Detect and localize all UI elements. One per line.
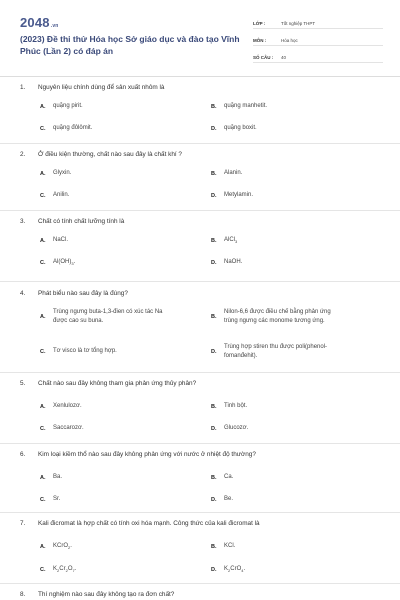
header-divider [0,76,400,77]
question-divider [0,143,400,144]
option-letter: A. [40,474,46,481]
page-header [0,0,400,70]
option-text: Ca. [224,474,234,480]
option-letter: B. [211,474,217,481]
option-letter: C. [40,567,46,574]
option-letter: A. [40,103,46,110]
option-d[interactable] [211,495,233,504]
option-letter: D. [211,125,217,132]
question-stem: Kim loại kiềm thổ nào sau đây không phản ứng với nước ở nhiệt độ thường? [38,451,256,458]
question-stem: Phát biểu nào sau đây là đúng? [38,290,128,297]
question-number: 5. [20,380,26,387]
option-letter: B. [211,403,217,410]
question-number: 1. [20,84,26,91]
option-line: trùng ngưng các monome tương ứng. [224,318,325,324]
option-letter: C. [40,348,46,355]
option-text: $K_2CrO_4$. [224,566,246,574]
option-b[interactable] [211,473,233,482]
option-text: quặng boxit. [224,125,257,131]
option-text: Tinh bột. [224,403,248,409]
exam-meta [253,15,383,66]
option-line: Trùng ngưng buta-1,3-đien có xúc tác Na [53,309,163,315]
option-a[interactable] [40,308,163,326]
question-number: 3. [20,218,26,225]
question-divider [0,583,400,584]
question-number: 6. [20,451,26,458]
logo-text: 2048 [20,15,50,30]
option-c[interactable] [40,565,76,575]
meta-label: LỚP : [253,21,266,26]
option-c[interactable] [40,124,92,133]
option-d[interactable] [211,343,327,361]
option-letter: A. [40,544,46,551]
option-text: Glucozơ. [224,425,249,431]
option-letter: B. [211,238,217,245]
meta-count [253,49,383,63]
question-number: 2. [20,151,26,158]
question-divider [0,372,400,373]
question-divider [0,281,400,282]
option-letter: D. [211,192,217,199]
option-letter: D. [211,496,217,503]
option-text: Tơ visco là tơ tổng hợp. [53,348,117,354]
option-line: Nilon-6,6 được điều chế bằng phản ứng [224,309,331,315]
option-text: Anilin. [53,192,70,198]
question-text [20,591,174,598]
question-text [20,380,196,387]
option-text [224,343,327,361]
option-text [224,308,331,326]
option-letter: A. [40,403,46,410]
exam-title: (2023) Đề thi thử Hóa học Sở giáo dục và đào tạo Vĩnh Phúc (Lần 2) có đáp án [20,34,240,56]
question-number: 8. [20,591,26,598]
option-letter: D. [211,425,217,432]
question-divider [0,210,400,211]
option-letter: B. [211,314,217,320]
question-stem: Thí nghiệm nào sau đây không tạo ra đơn chất? [38,591,175,598]
question-stem: Nguyên liệu chính dùng để sản xuất nhôm là [38,84,165,91]
question-text [20,218,124,225]
option-b[interactable] [211,308,331,326]
question-stem: Ở điều kiện thường, chất nào sau đây là chất khí ? [38,151,182,158]
option-c[interactable] [40,495,60,504]
meta-value: 40 [281,55,287,60]
option-a[interactable] [40,169,71,178]
option-text: quặng pirit. [53,103,83,109]
option-letter: C. [40,192,46,199]
option-a[interactable] [40,473,62,482]
option-b[interactable] [211,402,247,411]
meta-subject [253,32,383,46]
question-stem: Chất có tính chất lưỡng tính là [38,218,125,225]
option-c[interactable] [40,347,117,356]
option-letter: B. [211,103,217,110]
option-a[interactable] [40,402,82,411]
question-number: 4. [20,290,26,297]
option-text: AlCl$_3$ [224,237,238,245]
option-a[interactable] [40,542,72,552]
option-letter: A. [40,170,46,177]
option-letter: B. [211,543,217,550]
option-b[interactable] [211,542,235,551]
option-b[interactable] [211,236,237,246]
option-a[interactable] [40,236,68,245]
option-text: quặng đôlômit. [53,125,93,131]
option-letter: C. [40,496,46,503]
meta-label: SỐ CÂU : [253,55,274,60]
option-text: Alanin. [224,170,243,176]
question-text [20,151,182,158]
option-d[interactable] [211,258,242,267]
option-letter: D. [211,259,217,266]
option-d[interactable] [211,424,248,433]
question-text [20,84,164,91]
question-text [20,290,128,297]
option-b[interactable] [211,102,267,111]
meta-value: Tốt nghiệp THPT [281,21,316,26]
option-line: fomanđehit). [224,353,258,359]
option-text: Sr. [53,496,61,502]
question-stem: Kali đicromat là hợp chất có tính oxi hóa mạnh. Công thức của kali đicromat là [38,520,260,527]
meta-class [253,15,383,29]
option-text: $K_2Cr_2O_7$. [53,566,77,574]
option-letter: B. [211,170,217,177]
option-text: KCl. [224,543,236,549]
option-text [53,308,163,326]
option-letter: A. [40,314,46,320]
option-a[interactable] [40,102,83,111]
question-text [20,451,256,458]
option-letter: C. [40,260,46,267]
option-text: Be. [224,496,234,502]
site-logo[interactable] [20,15,59,30]
option-line: Trùng hợp stiren thu được poli(phenol- [224,344,328,350]
option-b[interactable] [211,169,242,178]
meta-label: MÔN : [253,38,267,43]
option-letter: A. [40,237,46,244]
option-d[interactable] [211,124,257,133]
option-text: Ba. [53,474,63,480]
question-divider [0,443,400,444]
option-c[interactable] [40,258,75,268]
logo-suffix: .vn [50,23,59,29]
option-c[interactable] [40,191,69,200]
option-text: $Al(OH)_3$. [53,259,76,267]
option-text: Saccarozơ. [53,425,84,431]
option-letter: C. [40,125,46,132]
option-text: NaOH. [224,259,243,265]
option-text: Glyxin. [53,170,72,176]
option-text: Xenlulozơ. [53,403,82,409]
option-d[interactable] [211,565,245,575]
question-stem: Chất nào sau đây không tham gia phản ứng thủy phân? [38,380,197,387]
option-text: Metylamin. [224,192,254,198]
option-text: KCrO$_2$. [53,543,72,551]
option-letter: D. [211,567,217,574]
option-d[interactable] [211,191,253,200]
option-text: NaCl. [53,237,69,243]
option-letter: C. [40,425,46,432]
option-letter: D. [211,349,217,355]
meta-value: Hóa học [281,38,298,43]
question-text [20,520,260,527]
option-text: quặng manhetit. [224,103,268,109]
question-number: 7. [20,520,26,527]
option-c[interactable] [40,424,84,433]
question-divider [0,512,400,513]
option-line: được cao su buna. [53,318,104,324]
